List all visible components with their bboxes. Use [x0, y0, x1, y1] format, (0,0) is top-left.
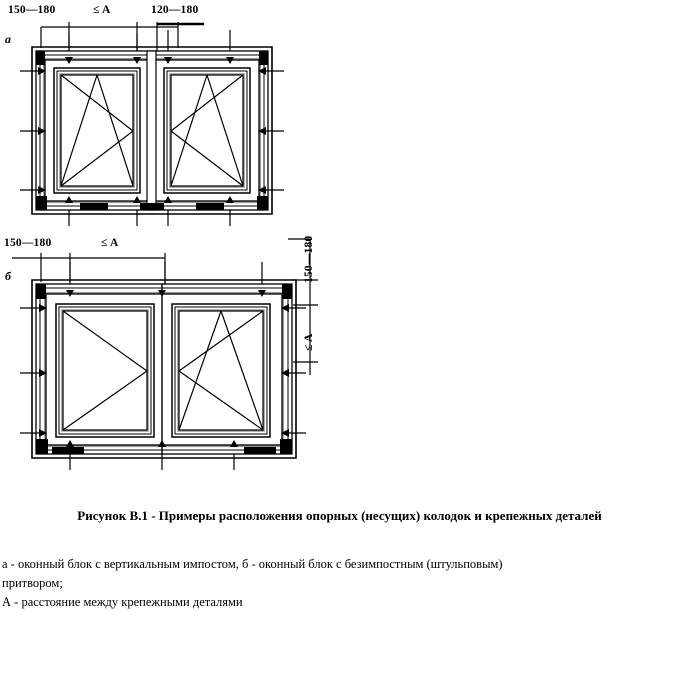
legend-line-1: а - оконный блок с вертикальным импостом, б - оконный блок с безимпостным (штульповым): [2, 557, 503, 571]
dim-label-b-fastener-spacing-side: ≤ A: [303, 333, 315, 351]
mullion-a: [147, 51, 156, 210]
dim-label-a-fastener-spacing: ≤ A: [93, 4, 111, 16]
sash-left-b: [56, 304, 154, 437]
part-letter-b: б: [5, 269, 11, 283]
diagram-b: [12, 239, 318, 470]
sash-right-b: [172, 304, 270, 437]
figure-legend: [2, 555, 662, 612]
dim-label-b-fastener-spacing-top: ≤ A: [101, 237, 119, 249]
dim-label-a-edge-distance-left: 150—180: [8, 4, 56, 16]
figure-caption: Рисунок В.1 - Примеры расположения опорных (несущих) колодок и крепежных деталей: [77, 508, 602, 523]
sash-left-a: [54, 68, 140, 193]
sash-right-a: [164, 68, 250, 193]
dim-label-b-edge-distance-left: 150—180: [4, 237, 52, 249]
part-letter-a: а: [5, 32, 11, 46]
dim-label-b-edge-distance-top: 150—180: [303, 235, 315, 283]
legend-line-3: А - расстояние между крепежными деталями: [2, 595, 243, 609]
dim-label-a-mullion-distance: 120—180: [151, 4, 199, 16]
diagram-a: [20, 22, 284, 226]
legend-line-2: притвором;: [2, 576, 63, 590]
